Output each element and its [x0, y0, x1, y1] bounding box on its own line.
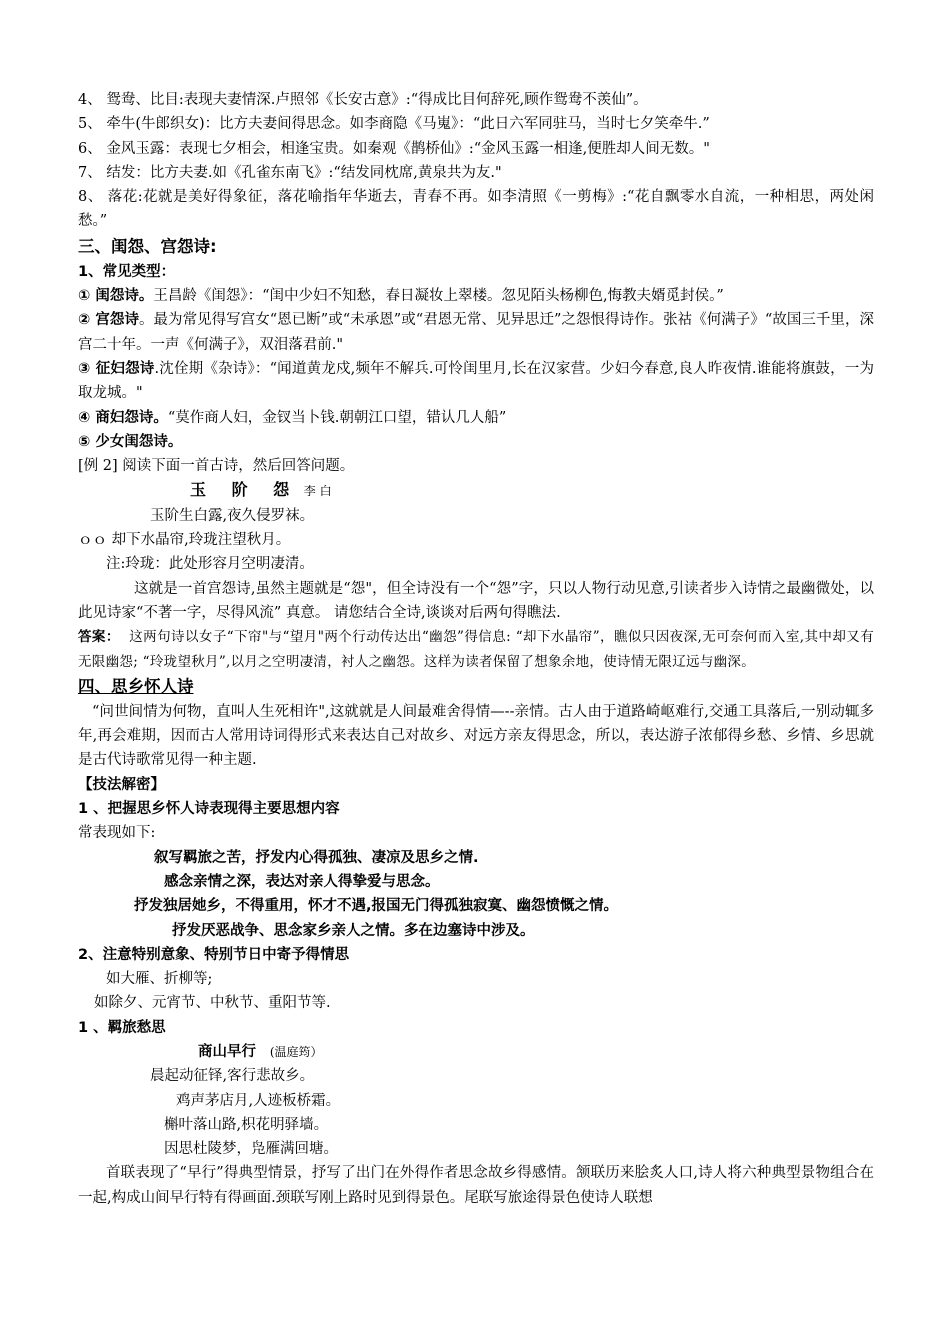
type-2 [78, 308, 874, 357]
note-2-imagery: 如大雁、折柳等; [106, 971, 213, 988]
item-5: 5、 牵牛(牛郎织女)：比方夫妻间得思念。如李商隐《马嵬》：“此日六军同驻马，当时七夕笑牵牛.” [78, 116, 710, 133]
content-2: 感念亲情之深，表达对亲人得挚爱与思念。 [164, 873, 440, 890]
poem-2-title-line [78, 1040, 874, 1064]
answer-text: 这两句诗以女子“下帘"与“望月"两个行动传达出“幽怨”得信息: “却下水晶帘”，瞧似只因夜深,无可奈何而入室,其中却又有无限幽怨; “玲珑望秋月”,以月之空明凄清，衬人之幽怨。这样为读者保留了想象余地，使诗情无限辽远与幽深。 [78, 629, 875, 670]
type-2-text: 。最为常见得写宫女“恩已断”或“未承恩”或“君恩无常、见异思迁”之怨恨得诗作。张祜《何满子》“故国三千里，深宫二十年。一声《何满子》，双泪落君前." [78, 312, 874, 353]
content-1: 叙写羁旅之苦，抒发内心得孤独、凄凉及思乡之情. [154, 849, 479, 866]
note-2-heading: 2、注意特别意象、特别节日中寄予得情思 [78, 946, 350, 963]
type-3-text: .沈佺期《杂诗》：“闻道黄龙戍,频年不解兵.可怜闺里月,长在汉家营。少妇今春意,良人昨夜情.谁能将旗鼓，一为取龙城。" [78, 360, 874, 402]
poem-2-analysis: 首联表现了“早行”得典型情景，抒写了出门在外得作者思念故乡得感情。颔联历来脍炙人口,诗人将六种典型景物组合在一起,构成山间早行特有得画面.颈联写刚上路时见到得景色。尾联写旅途得景色使诗人联想 [78, 1165, 874, 1206]
travel-heading: 1 、羁旅愁思 [78, 1019, 166, 1036]
answer [78, 625, 874, 674]
type-5-label: ⑤ 少女闺怨诗。 [78, 433, 183, 450]
poem-2-line-1: 晨起动征铎,客行悲故乡。 [150, 1068, 315, 1085]
item-4: 4、 鸳鸯、比目:表现夫妻情深.卢照邻《长安古意》:“得成比目何辞死,顾作鸳鸯不羡仙”。 [78, 92, 648, 108]
type-3 [78, 357, 874, 406]
grasp-heading: 1 、把握思乡怀人诗表现得主要思想内容 [78, 801, 340, 818]
poem-1-note: 注:玲珑：此处形容月空明凄清。 [106, 556, 314, 573]
type-2-label: ② 宫怨诗 [78, 312, 139, 329]
poem-1-title-line [78, 478, 874, 503]
document-page [78, 88, 874, 1210]
content-3: 抒发独居她乡，不得重用，怀才不遇,报国无门得孤独寂寞、幽怨愤慨之情。 [134, 898, 619, 915]
common-expressions: 常表现如下: [78, 825, 156, 842]
poem-2-line-4: 因思杜陵梦，凫雁满回塘。 [164, 1141, 338, 1158]
poem-1-title: 玉 阶 怨 [190, 480, 300, 500]
type-5 [78, 430, 874, 454]
section-4-heading: 四、思乡怀人诗 [78, 676, 194, 696]
section-3-heading: 三、闺怨、宫怨诗: [78, 236, 217, 256]
poem-1-line-1: 玉阶生白露,夜久侵罗袜。 [150, 507, 315, 524]
item-8: 8、 落花:花就是美好得象征，落花喻指年华逝去，青春不再。如李清照《一剪梅》:“花自飘零水自流，一种相思，两处闲愁。” [78, 189, 874, 230]
answer-label: 答案： [78, 629, 120, 646]
poem-2-line-3: 槲叶落山路,枳花明驿墙。 [164, 1116, 329, 1133]
example-2: [例 2] 阅读下面一首古诗，然后回答问题。 [78, 458, 355, 475]
item-7: 7、 结发：比方夫妻.如《孔雀东南飞》:“结发同枕席,黄泉共为友." [78, 164, 502, 181]
type-4 [78, 406, 874, 430]
type-1-text: 王昌龄《闺怨》：“闺中少妇不知愁，春日凝妆上翠楼。忽见陌头杨柳色,悔教夫婿觅封侯。” [153, 288, 724, 305]
type-4-label: ④ 商妇怨诗。 [78, 409, 168, 426]
type-4-text: “莫作商人妇，金钗当卜钱.朝朝江口望，错认几人船” [167, 409, 507, 426]
item-6: 6、 金风玉露：表现七夕相会，相逢宝贵。如秦观《鹊桥仙》:“金风玉露一相逢,便胜却人间无数。" [78, 140, 710, 157]
poem-1-analysis: 这就是一首宫怨诗,虽然主题就是“怨"，但全诗没有一个“怨”字，只以人物行动见意,引读者步入诗情之最幽微处，以此见诗家“不著一字，尽得风流” 真意。 请您结合全诗,谈谈对后两句得瞧法. [78, 580, 874, 621]
poem-2-author: (温庭筠） [269, 1044, 323, 1059]
common-types-heading: 1、常见类型： [78, 263, 176, 280]
poem-1-author: 李 白 [303, 484, 332, 499]
type-1-label: ① 闺怨诗。 [78, 288, 154, 305]
poem-1-line-2: ｏｏ 却下水晶帘,玲珑注望秋月。 [78, 532, 291, 549]
technique-heading: 【技法解密】 [78, 776, 165, 793]
poem-2-title: 商山早行 [198, 1043, 256, 1060]
type-1 [78, 284, 874, 308]
poem-2-line-2: 鸡声茅店月,人迹板桥霜。 [176, 1092, 341, 1109]
type-3-label: ③ 征妇怨诗 [78, 360, 155, 377]
section-4-intro: “问世间情为何物，直叫人生死相许",这就就是人间最难舍得情—--亲情。古人由于道路崎岖难行,交通工具落后,一别动辄多年,再会难期，因而古人常用诗词得形式来表达自己对故乡、对远方亲友得思念，所以，表达游子浓郁得乡愁、乡情、乡思就是古代诗歌常见得一种主题. [78, 703, 874, 769]
content-4: 抒发厌恶战争、思念家乡亲人之情。多在边塞诗中涉及。 [172, 922, 535, 939]
note-2-festivals: 如除夕、元宵节、中秋节、重阳节等. [94, 995, 331, 1012]
